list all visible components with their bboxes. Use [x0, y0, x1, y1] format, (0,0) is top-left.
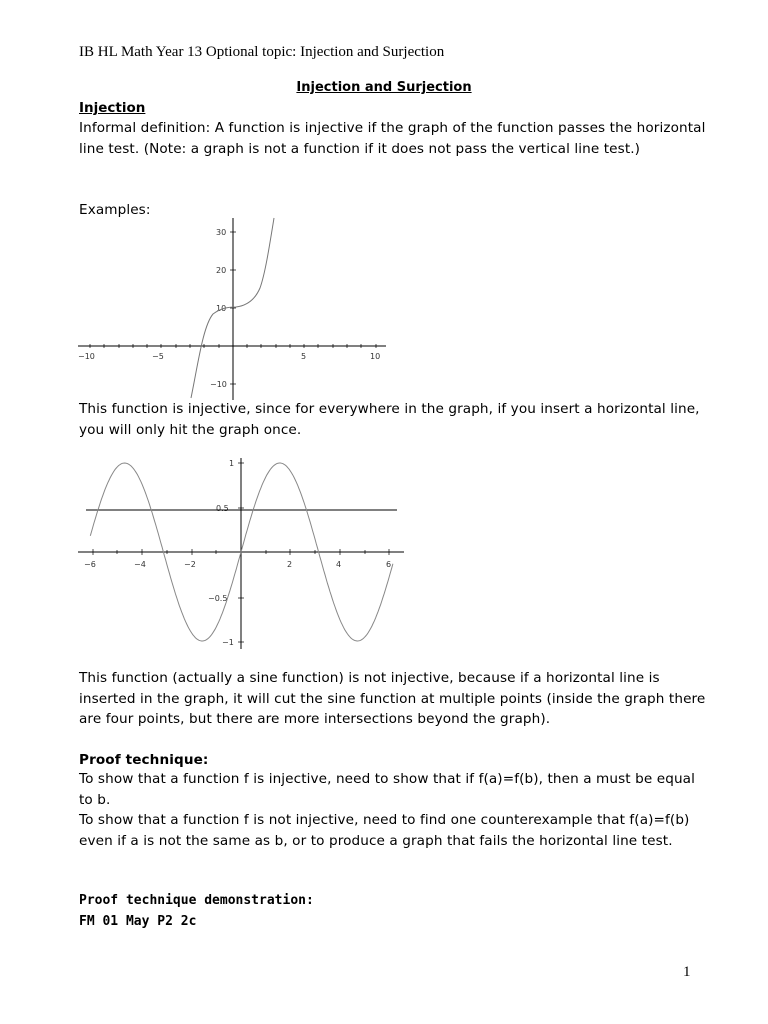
graph2-x-label-neg6: −6 [84, 560, 96, 569]
document-title-text: Injection and Surjection [296, 80, 472, 95]
page-header: IB HL Math Year 13 Optional topic: Injection and Surjection [79, 44, 445, 60]
graph2-y-label-neg0.5: −0.5 [208, 594, 228, 603]
graph2-x-label-2: 2 [287, 560, 293, 569]
graph1-x-label-5: 5 [301, 352, 307, 361]
graph1-y-label-10: 10 [216, 304, 227, 313]
graph2-y-label-1: 1 [229, 459, 235, 468]
graph2-caption: This function (actually a sine function) is not injective, because if a horizontal line is inserted in the graph, it will cut the sine function at multiple points (inside the graph there are four points, but there are more intersections beyond the graph). [79, 670, 706, 727]
injection-heading: Injection [79, 100, 146, 116]
graph1-x-label-neg5: −5 [152, 352, 164, 361]
proof-not-injective-method: To show that a function f is not injective, need to find one counterexample that f(a)=f(b) even if a is not the same as b, or to produce a graph that fails the horizontal line test. [79, 812, 690, 849]
proof-demo-heading: Proof technique demonstration: [79, 893, 314, 908]
graph2-x-label-neg2: −2 [184, 560, 196, 569]
proof-injective-method: To show that a function f is injective, need to show that if f(a)=f(b), then a must be equal to b. [79, 771, 695, 808]
graph1-y-label-20: 20 [216, 266, 227, 275]
graph2-x-label-neg4: −4 [134, 560, 146, 569]
graph2-y-label-neg1: −1 [222, 638, 234, 647]
proof-demo-reference: FM 01 May P2 2c [79, 914, 197, 929]
graph1-caption: This function is injective, since for everywhere in the graph, if you insert a horizontal line, you will only hit the graph once. [79, 401, 700, 438]
graph1-x-label-10: 10 [370, 352, 381, 361]
examples-label: Examples: [79, 202, 151, 218]
graph2-x-label-4: 4 [336, 560, 342, 569]
graph2-x-label-6: 6 [386, 560, 392, 569]
graph1-y-label-30: 30 [216, 228, 227, 237]
graph2-y-label-0.5: 0.5 [216, 504, 229, 513]
graph1-x-label-neg10: −10 [78, 352, 95, 361]
document-title [0, 80, 768, 95]
page-number: 1 [683, 964, 691, 980]
graph1-y-label-neg10: −10 [210, 380, 227, 389]
proof-technique-heading: Proof technique: [79, 752, 209, 768]
graph-injective [76, 214, 388, 402]
informal-definition: Informal definition: A function is injective if the graph of the function passes the horizontal line test. (Note: a graph is not a function if it does not pass the vertical line test.) [79, 120, 706, 157]
graph-sine [76, 455, 406, 651]
